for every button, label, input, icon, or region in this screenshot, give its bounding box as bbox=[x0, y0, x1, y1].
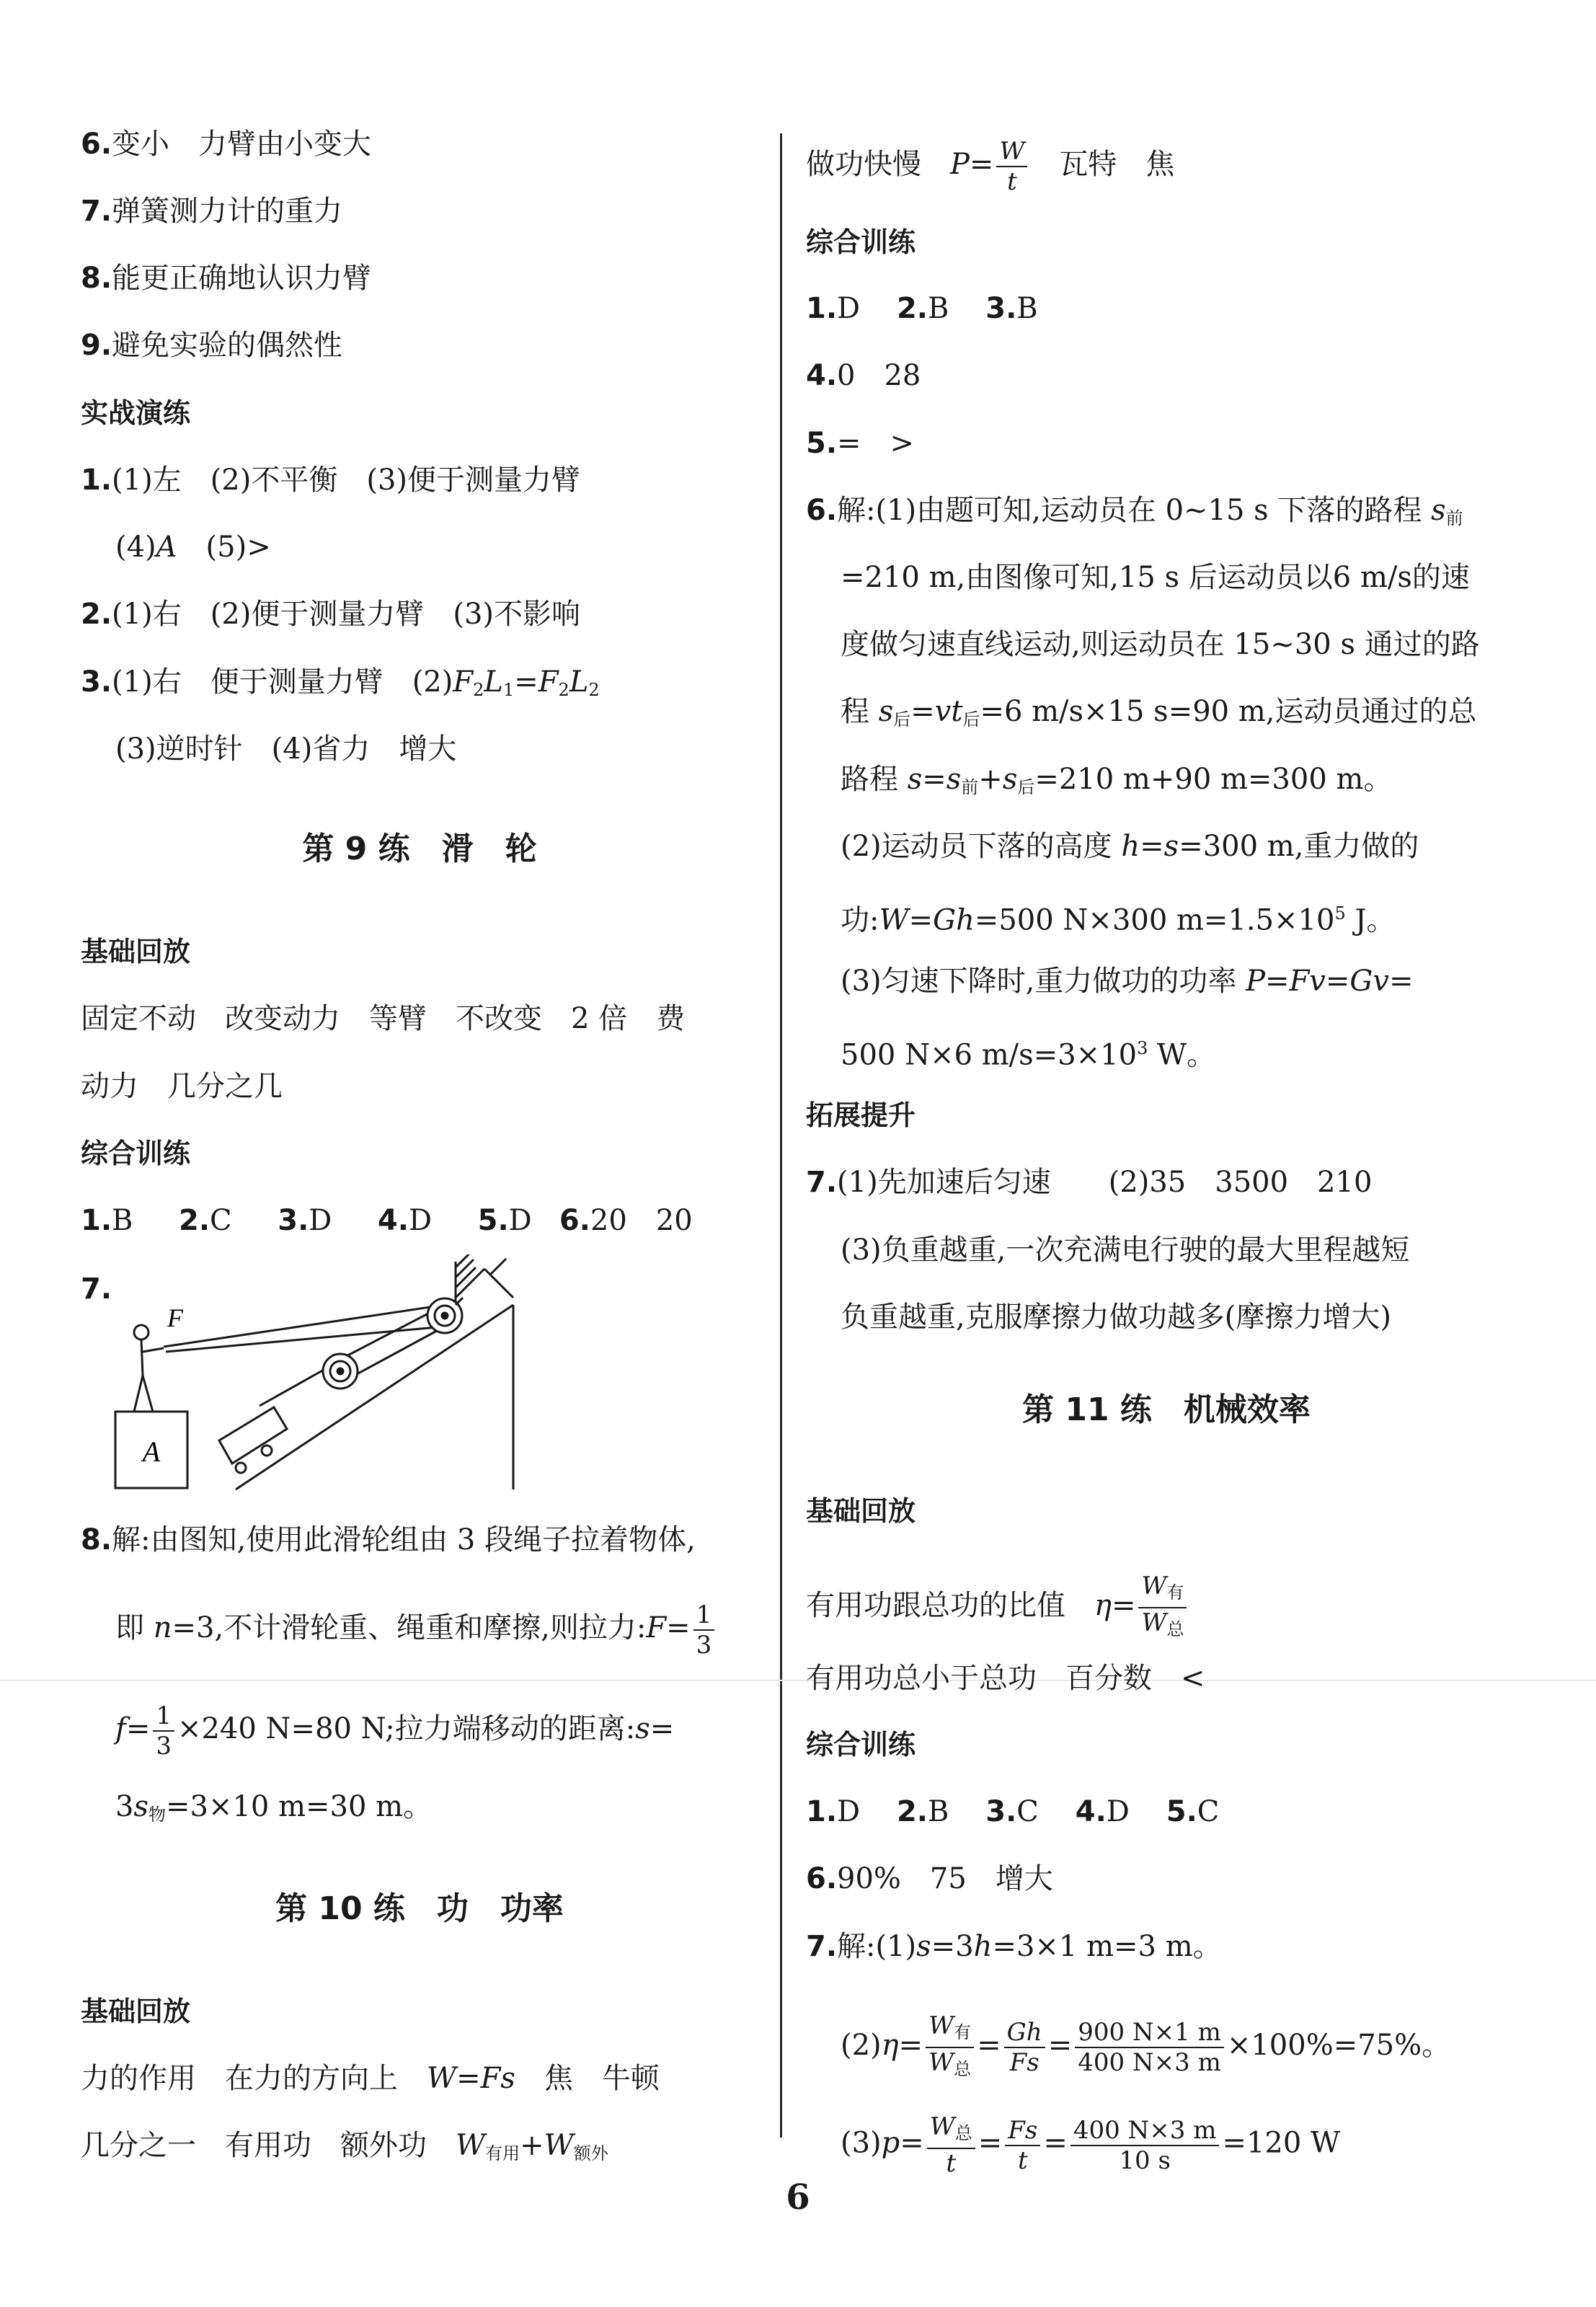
zonghe-9-answer-7: 7. bbox=[81, 1272, 112, 1306]
zonghe-10-answer-6-l3: 度做匀速直线运动,则运动员在 15~30 s 通过的路 bbox=[841, 628, 1480, 661]
box-a-label: A bbox=[142, 1435, 161, 1468]
page-number: 6 bbox=[786, 2177, 810, 2218]
zonghe-11-answer-6: 6.90% 75 增大 bbox=[806, 1862, 1053, 1895]
shizhan-answer-3-cont: (3)逆时针 (4)省力 增大 bbox=[115, 732, 457, 766]
wall-hatch bbox=[456, 1254, 513, 1305]
jichu-10-line-1: 力的作用 在力的方向上 W=Fs 焦 牛顿 bbox=[81, 2062, 660, 2095]
section-heading-tuozhan: 拓展提升 bbox=[806, 1099, 916, 1131]
zonghe-11-answer-7-l1: 7.解:(1)s=3h=3×1 m=3 m。 bbox=[806, 1930, 1222, 1963]
fraction-one-third-2: $\frac{1}{3}$ bbox=[153, 1701, 174, 1761]
section-heading-jichu-10: 基础回放 bbox=[81, 1996, 191, 2027]
fraction-w-total-over-t: $\frac{W_总}{t}$ bbox=[927, 2112, 975, 2178]
zonghe-10-answer-4: 4.0 28 bbox=[806, 359, 921, 392]
zonghe-11-answers: 1.D 2.B 3.C 4.D 5.C bbox=[806, 1795, 1220, 1828]
answer-9: 9.避免实验的偶然性 bbox=[81, 329, 343, 362]
tuozhan-answer-7-l1: 7.(1)先加速后匀速 (2)35 3500 210 bbox=[806, 1166, 1373, 1199]
shizhan-answer-1-cont: (4)A (5)> bbox=[115, 531, 271, 564]
section-heading-zonghe-11: 综合训练 bbox=[806, 1729, 916, 1761]
tuozhan-answer-7-l3: 负重越重,克服摩擦力做功越多(摩擦力增大) bbox=[841, 1301, 1391, 1334]
scan-line bbox=[0, 1680, 1596, 1681]
fraction-one-third: $\frac{1}{3}$ bbox=[693, 1600, 715, 1660]
person-figure bbox=[134, 1325, 164, 1412]
zonghe-10-answer-6-l2: =210 m,由图像可知,15 s 后运动员以6 m/s的速 bbox=[841, 561, 1470, 594]
zonghe-9-answer-8-l3: f= $\frac{1}{3}$ ×240 N=80 N;拉力端移动的距离:s= bbox=[115, 1701, 675, 1761]
fraction-gh-over-fs: $\frac{Gh}{Fs}$ bbox=[1004, 2018, 1045, 2077]
zonghe-10-answer-6-l5: 路程 $s=s_前+s_后=210$ m+90 m=300 m。 bbox=[841, 763, 1393, 797]
answer-7: 7.弹簧测力计的重力 bbox=[81, 195, 343, 228]
zonghe-11-answer-7-l3: (3)p= $\frac{W_总}{t}$ = $\frac{Fs}{t}$ = $\frac{400 N\times 3 m}{10 s}$ =120 W bbox=[841, 2112, 1341, 2178]
jichu-11-line-2: 有用功总小于总功 百分数 < bbox=[806, 1662, 1205, 1695]
jichu-9-line-1: 固定不动 改变动力 等臂 不改变 2 倍 费 bbox=[81, 1002, 686, 1035]
force-label-f: F bbox=[167, 1303, 183, 1332]
fraction-fs-over-t: $\frac{Fs}{t}$ bbox=[1005, 2116, 1040, 2175]
jichu-9-line-2: 动力 几分之几 bbox=[81, 1070, 283, 1103]
fraction-efficiency: $\frac{W_有}{W_总}$ bbox=[1138, 1572, 1187, 1644]
fixed-pulley bbox=[427, 1298, 463, 1333]
zonghe-10-answer-6-l4: 程 $s_后=vt_后=6$ m/s×15 s=90 m,运动员通过的总 bbox=[841, 695, 1477, 730]
zonghe-10-answer-5: 5.= > bbox=[806, 427, 915, 460]
lesson-9-title: 第 9 练 滑 轮 bbox=[302, 831, 537, 867]
section-heading-zonghe-9: 综合训练 bbox=[81, 1138, 191, 1169]
zonghe-10-answer-6-l7: 功:W=Gh=500 N×300 $m=1.5\times 10^5$ J。 bbox=[841, 903, 1396, 937]
section-heading-jichu-11: 基础回放 bbox=[806, 1495, 916, 1527]
zonghe-10-answer-6-l6: (2)运动员下落的高度 h=s=300 m,重力做的 bbox=[841, 830, 1419, 863]
answer-8: 8.能更正确地认识力臂 bbox=[81, 262, 372, 295]
section-heading-shizhan: 实战演练 bbox=[81, 397, 191, 429]
section-heading-zonghe-10: 综合训练 bbox=[806, 226, 916, 258]
jichu-10-line-2: 几分之一 有用功 额外功 $W_{有用}+W_{额外}$ bbox=[81, 2129, 608, 2164]
pulley-diagram bbox=[81, 1254, 528, 1492]
zonghe-9-answer-8-l2: 即 n=3,不计滑轮重、绳重和摩擦,则拉力:F= $\frac{1}{3}$ bbox=[115, 1600, 717, 1660]
shizhan-answer-2: 2.(1)右 (2)便于测量力臂 (3)不影响 bbox=[81, 598, 581, 631]
fraction-w-useful-over-total: $\frac{W_有}{W_总}$ bbox=[926, 2011, 974, 2084]
zonghe-11-answer-7-l2: (2)η= $\frac{W_有}{W_总}$ = $\frac{Gh}{Fs}$ = $\frac{900 N\times 1 m}{400 N\times 3 m}$ ×100%=75%。 bbox=[841, 2011, 1450, 2084]
jichu-11-line-1: 有用功跟总功的比值 η= $\frac{W_有}{W_总}$ bbox=[806, 1572, 1189, 1644]
zonghe-10-answers: 1.D 2.B 3.B bbox=[806, 292, 1038, 325]
zonghe-9-answers: 1.B 2.C 3.D 4.D 5.D 6.20 20 bbox=[81, 1204, 693, 1237]
zonghe-9-answer-8-l1: 8.解:由图知,使用此滑轮组由 3 段绳子拉着物体, bbox=[81, 1523, 696, 1557]
section-heading-jichu-9: 基础回放 bbox=[81, 936, 191, 967]
movable-pulley bbox=[323, 1354, 358, 1389]
tuozhan-answer-7-l2: (3)负重越重,一次充满电行驶的最大里程越短 bbox=[841, 1234, 1410, 1267]
column-divider bbox=[780, 133, 782, 2138]
shizhan-answer-1: 1.(1)左 (2)不平衡 (3)便于测量力臂 bbox=[81, 464, 581, 497]
lesson-10-title: 第 10 练 功 功率 bbox=[275, 1890, 564, 1927]
zonghe-10-answer-6-l9: 500 N×6 $m/s=3\times 10^3$ W。 bbox=[841, 1038, 1216, 1072]
fraction-numeric-efficiency: $\frac{900 N\times 1 m}{400 N\times 3 m}$ bbox=[1075, 2018, 1224, 2077]
zonghe-9-answer-8-l4: $3s_物=3\times 10$ m=30 m。 bbox=[115, 1790, 433, 1825]
zonghe-10-answer-6-l8: (3)匀速下降时,重力做功的功率 P=Fv=Gv= bbox=[841, 965, 1414, 998]
ropes bbox=[164, 1305, 445, 1406]
fraction-w-over-t: $\frac{W}{t}$ bbox=[996, 137, 1027, 196]
answer-6: 6.变小 力臂由小变大 bbox=[81, 128, 372, 161]
fraction-numeric-power: $\frac{400 N\times 3 m}{10 s}$ bbox=[1070, 2116, 1220, 2175]
shizhan-answer-3: 3.(1)右 便于测量力臂 $(2)F_2L_1=F_2L_2$ bbox=[81, 665, 600, 700]
zonghe-10-answer-6-l1: 6.解:(1)由题可知,运动员在 0~15 s 下落的路程 $s_前$ bbox=[806, 494, 1463, 528]
power-definition: 做功快慢 P= $\frac{W}{t}$ 瓦特 焦 bbox=[806, 137, 1175, 196]
lesson-11-title: 第 11 练 机械效率 bbox=[1022, 1391, 1311, 1428]
